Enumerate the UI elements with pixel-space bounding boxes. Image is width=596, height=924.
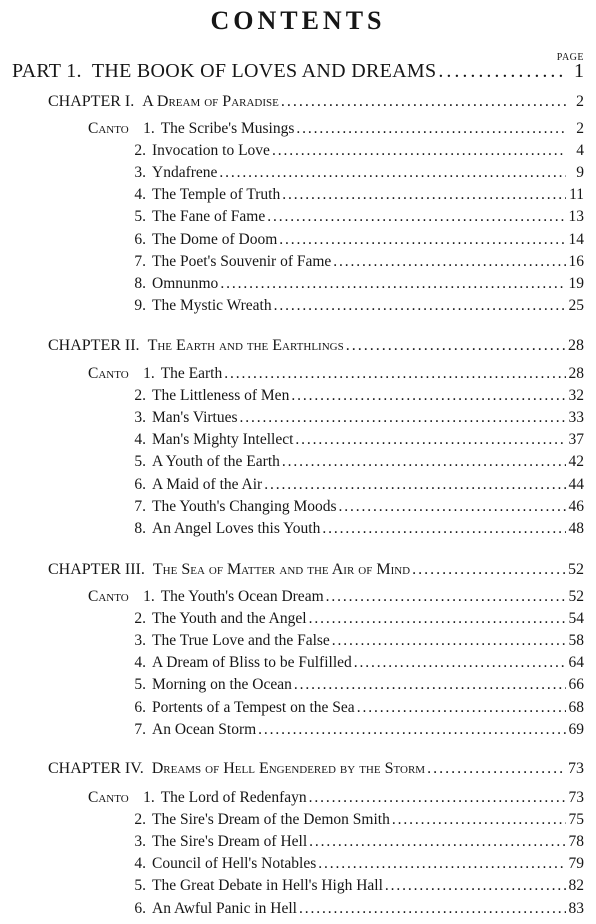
canto-number: 2.: [134, 811, 146, 828]
canto-page: 28: [568, 365, 584, 382]
canto-title: The Fane of Fame: [152, 208, 266, 225]
canto-title: Man's Mighty Intellect: [152, 431, 294, 448]
canto-page: 64: [568, 654, 584, 671]
chapter-entry: [48, 337, 584, 361]
canto-title: A Maid of the Air: [152, 476, 263, 493]
canto-entry: [126, 699, 584, 723]
canto-number: 6.: [134, 231, 146, 248]
canto-number: 3.: [134, 409, 146, 426]
canto-title: The Youth and the Angel: [152, 610, 307, 627]
canto-title: The Littleness of Men: [152, 387, 290, 404]
chapter-label: CHAPTER III.: [48, 561, 145, 578]
leader-dots: [294, 120, 566, 138]
contents-title: CONTENTS: [210, 6, 386, 35]
canto-number: 2.: [134, 387, 146, 404]
canto-number: 6.: [134, 900, 146, 917]
canto-entry: [126, 253, 584, 277]
canto-title: Yndafrene: [152, 164, 218, 181]
leader-dots: [218, 275, 566, 293]
canto-entry: [126, 387, 584, 411]
canto-title: Morning on the Ocean: [152, 676, 292, 693]
canto-entry: [126, 520, 584, 544]
canto-number: 5.: [134, 453, 146, 470]
chapter-title: The Sea of Matter and the Air of Mind: [152, 561, 411, 578]
part-title: THE BOOK OF LOVES AND DREAMS: [91, 60, 437, 82]
canto-page: 42: [568, 453, 584, 470]
chapter-title: A Dream of Paradise: [142, 93, 279, 110]
leader-dots: [307, 610, 566, 628]
canto-title: Invocation to Love: [152, 142, 270, 159]
canto-title: The Youth's Changing Moods: [152, 498, 337, 515]
canto-title: The Lord of Redenfayn: [160, 789, 307, 806]
canto-page: 11: [569, 186, 584, 203]
leader-dots: [262, 476, 566, 494]
leader-dots: [331, 253, 566, 271]
canto-title: The Sire's Dream of Hell: [152, 833, 308, 850]
canto-page: 33: [568, 409, 584, 426]
canto-title: The Dome of Doom: [152, 231, 278, 248]
leader-dots: [307, 833, 566, 851]
canto-page: 48: [568, 520, 584, 537]
canto-title: The Sire's Dream of the Demon Smith: [152, 811, 390, 828]
leader-dots: [293, 431, 566, 449]
canto-title: An Ocean Storm: [152, 721, 257, 738]
chapter-label: CHAPTER IV.: [48, 760, 144, 777]
canto-entry: [126, 833, 584, 857]
canto-number: 8.: [134, 520, 146, 537]
canto-title: The Temple of Truth: [152, 186, 281, 203]
canto-number: 5.: [134, 676, 146, 693]
canto-entry: [126, 721, 584, 745]
leader-dots: [272, 297, 566, 315]
leader-dots: [324, 588, 566, 606]
chapter-label: CHAPTER I.: [48, 93, 135, 110]
leader-dots: [337, 498, 566, 516]
leader-dots: [280, 453, 566, 471]
canto-page: 73: [568, 789, 584, 806]
canto-number: 4.: [134, 186, 146, 203]
canto-entry: [88, 365, 584, 389]
canto-title: A Dream of Bliss to be Fulfilled: [152, 654, 352, 671]
leader-dots: [280, 186, 566, 204]
canto-number: 9.: [134, 297, 146, 314]
leader-dots: [279, 93, 566, 111]
canto-title: The Mystic Wreath: [152, 297, 272, 314]
canto-page: 58: [568, 632, 584, 649]
canto-entry: [88, 588, 584, 612]
canto-page: 13: [568, 208, 584, 225]
canto-title: The Youth's Ocean Dream: [160, 588, 324, 605]
canto-title: An Angel Loves this Youth: [152, 520, 321, 537]
canto-title: The Poet's Souvenir of Fame: [152, 253, 332, 270]
canto-title: Council of Hell's Notables: [152, 855, 317, 872]
canto-page: 9: [576, 164, 584, 181]
leader-dots: [425, 760, 566, 778]
canto-entry: [126, 186, 584, 210]
leader-dots: [297, 900, 566, 918]
canto-entry: [126, 208, 584, 232]
leader-dots: [330, 632, 566, 650]
chapter-entry: [48, 93, 584, 117]
canto-entry: [126, 900, 584, 924]
canto-page: 79: [568, 855, 584, 872]
leader-dots: [270, 142, 566, 160]
canto-page: 19: [568, 275, 584, 292]
canto-number: 6.: [134, 699, 146, 716]
canto-number: 3.: [134, 833, 146, 850]
canto-entry: [126, 431, 584, 455]
leader-dots: [320, 520, 566, 538]
canto-word: Canto: [88, 588, 129, 605]
leader-dots: [292, 676, 566, 694]
canto-title: Man's Virtues: [152, 409, 238, 426]
canto-entry: [126, 610, 584, 634]
canto-number: 1.: [143, 789, 155, 806]
leader-dots: [316, 855, 566, 873]
canto-page: 32: [568, 387, 584, 404]
leader-dots: [265, 208, 566, 226]
canto-entry: [126, 164, 584, 188]
canto-number: 8.: [134, 275, 146, 292]
canto-number: 3.: [134, 632, 146, 649]
canto-entry: [88, 789, 584, 813]
canto-title: Portents of a Tempest on the Sea: [152, 699, 355, 716]
canto-number: 4.: [134, 431, 146, 448]
page-column-label: PAGE: [556, 52, 584, 63]
leader-dots: [289, 387, 566, 405]
leader-dots: [238, 409, 566, 427]
canto-page: 2: [576, 120, 584, 137]
canto-title: Omnunmo: [152, 275, 219, 292]
leader-dots: [256, 721, 566, 739]
canto-title: A Youth of the Earth: [152, 453, 280, 470]
leader-dots: [277, 231, 566, 249]
canto-number: 2.: [134, 610, 146, 627]
canto-word: Canto: [88, 120, 129, 137]
canto-word: Canto: [88, 365, 129, 382]
canto-page: 68: [568, 699, 584, 716]
canto-entry: [126, 498, 584, 522]
canto-page: 78: [568, 833, 584, 850]
canto-page: 16: [568, 253, 584, 270]
canto-entry: [126, 409, 584, 433]
leader-dots: [222, 365, 566, 383]
canto-entry: [126, 231, 584, 255]
canto-entry: [126, 297, 584, 321]
canto-number: 7.: [134, 253, 146, 270]
leader-dots: [307, 789, 566, 807]
canto-page: 37: [568, 431, 584, 448]
canto-entry: [126, 811, 584, 835]
chapter-page: 73: [568, 760, 584, 777]
chapter-page: 2: [576, 93, 584, 110]
canto-number: 3.: [134, 164, 146, 181]
canto-title: The Scribe's Musings: [160, 120, 295, 137]
part-page: 1: [574, 60, 584, 82]
canto-title: The True Love and the False: [152, 632, 330, 649]
leader-dots: [383, 877, 566, 895]
canto-page: 44: [568, 476, 584, 493]
canto-number: 2.: [134, 142, 146, 159]
canto-word: Canto: [88, 789, 129, 806]
canto-page: 52: [568, 588, 584, 605]
canto-entry: [126, 142, 584, 166]
canto-entry: [126, 676, 584, 700]
canto-entry: [126, 453, 584, 477]
chapter-title: Dreams of Hell Engendered by the Storm: [151, 760, 426, 777]
chapter-entry: [48, 760, 584, 784]
canto-page: 66: [568, 676, 584, 693]
canto-number: 7.: [134, 498, 146, 515]
canto-number: 4.: [134, 855, 146, 872]
canto-entry: [126, 855, 584, 879]
canto-page: 46: [568, 498, 584, 515]
canto-number: 4.: [134, 654, 146, 671]
canto-entry: [126, 877, 584, 901]
canto-page: 54: [568, 610, 584, 627]
chapter-title: The Earth and the Earthlings: [147, 337, 344, 354]
canto-page: 75: [568, 811, 584, 828]
chapter-page: 52: [568, 561, 584, 578]
canto-number: 5.: [134, 208, 146, 225]
canto-entry: [88, 120, 584, 144]
canto-entry: [126, 654, 584, 678]
leader-dots: [410, 561, 566, 579]
canto-title: An Awful Panic in Hell: [152, 900, 297, 917]
canto-page: 25: [568, 297, 584, 314]
canto-number: 1.: [143, 365, 155, 382]
canto-entry: [126, 275, 584, 299]
leader-dots: [436, 60, 566, 83]
canto-title: The Great Debate in Hell's High Hall: [152, 877, 383, 894]
chapter-label: CHAPTER II.: [48, 337, 140, 354]
leader-dots: [352, 654, 566, 672]
canto-number: 5.: [134, 877, 146, 894]
chapter-entry: [48, 561, 584, 585]
canto-page: 83: [568, 900, 584, 917]
canto-page: 14: [568, 231, 584, 248]
canto-page: 82: [568, 877, 584, 894]
canto-number: 7.: [134, 721, 146, 738]
leader-dots: [390, 811, 566, 829]
canto-number: 1.: [143, 588, 155, 605]
canto-entry: [126, 476, 584, 500]
canto-title: The Earth: [160, 365, 223, 382]
canto-page: 69: [568, 721, 584, 738]
leader-dots: [355, 699, 566, 717]
part-label: PART 1.: [12, 60, 82, 82]
leader-dots: [217, 164, 566, 182]
leader-dots: [344, 337, 566, 355]
canto-page: 4: [576, 142, 584, 159]
canto-number: 6.: [134, 476, 146, 493]
part-entry: [12, 60, 584, 84]
chapter-page: 28: [568, 337, 584, 354]
canto-entry: [126, 632, 584, 656]
canto-number: 1.: [143, 120, 155, 137]
